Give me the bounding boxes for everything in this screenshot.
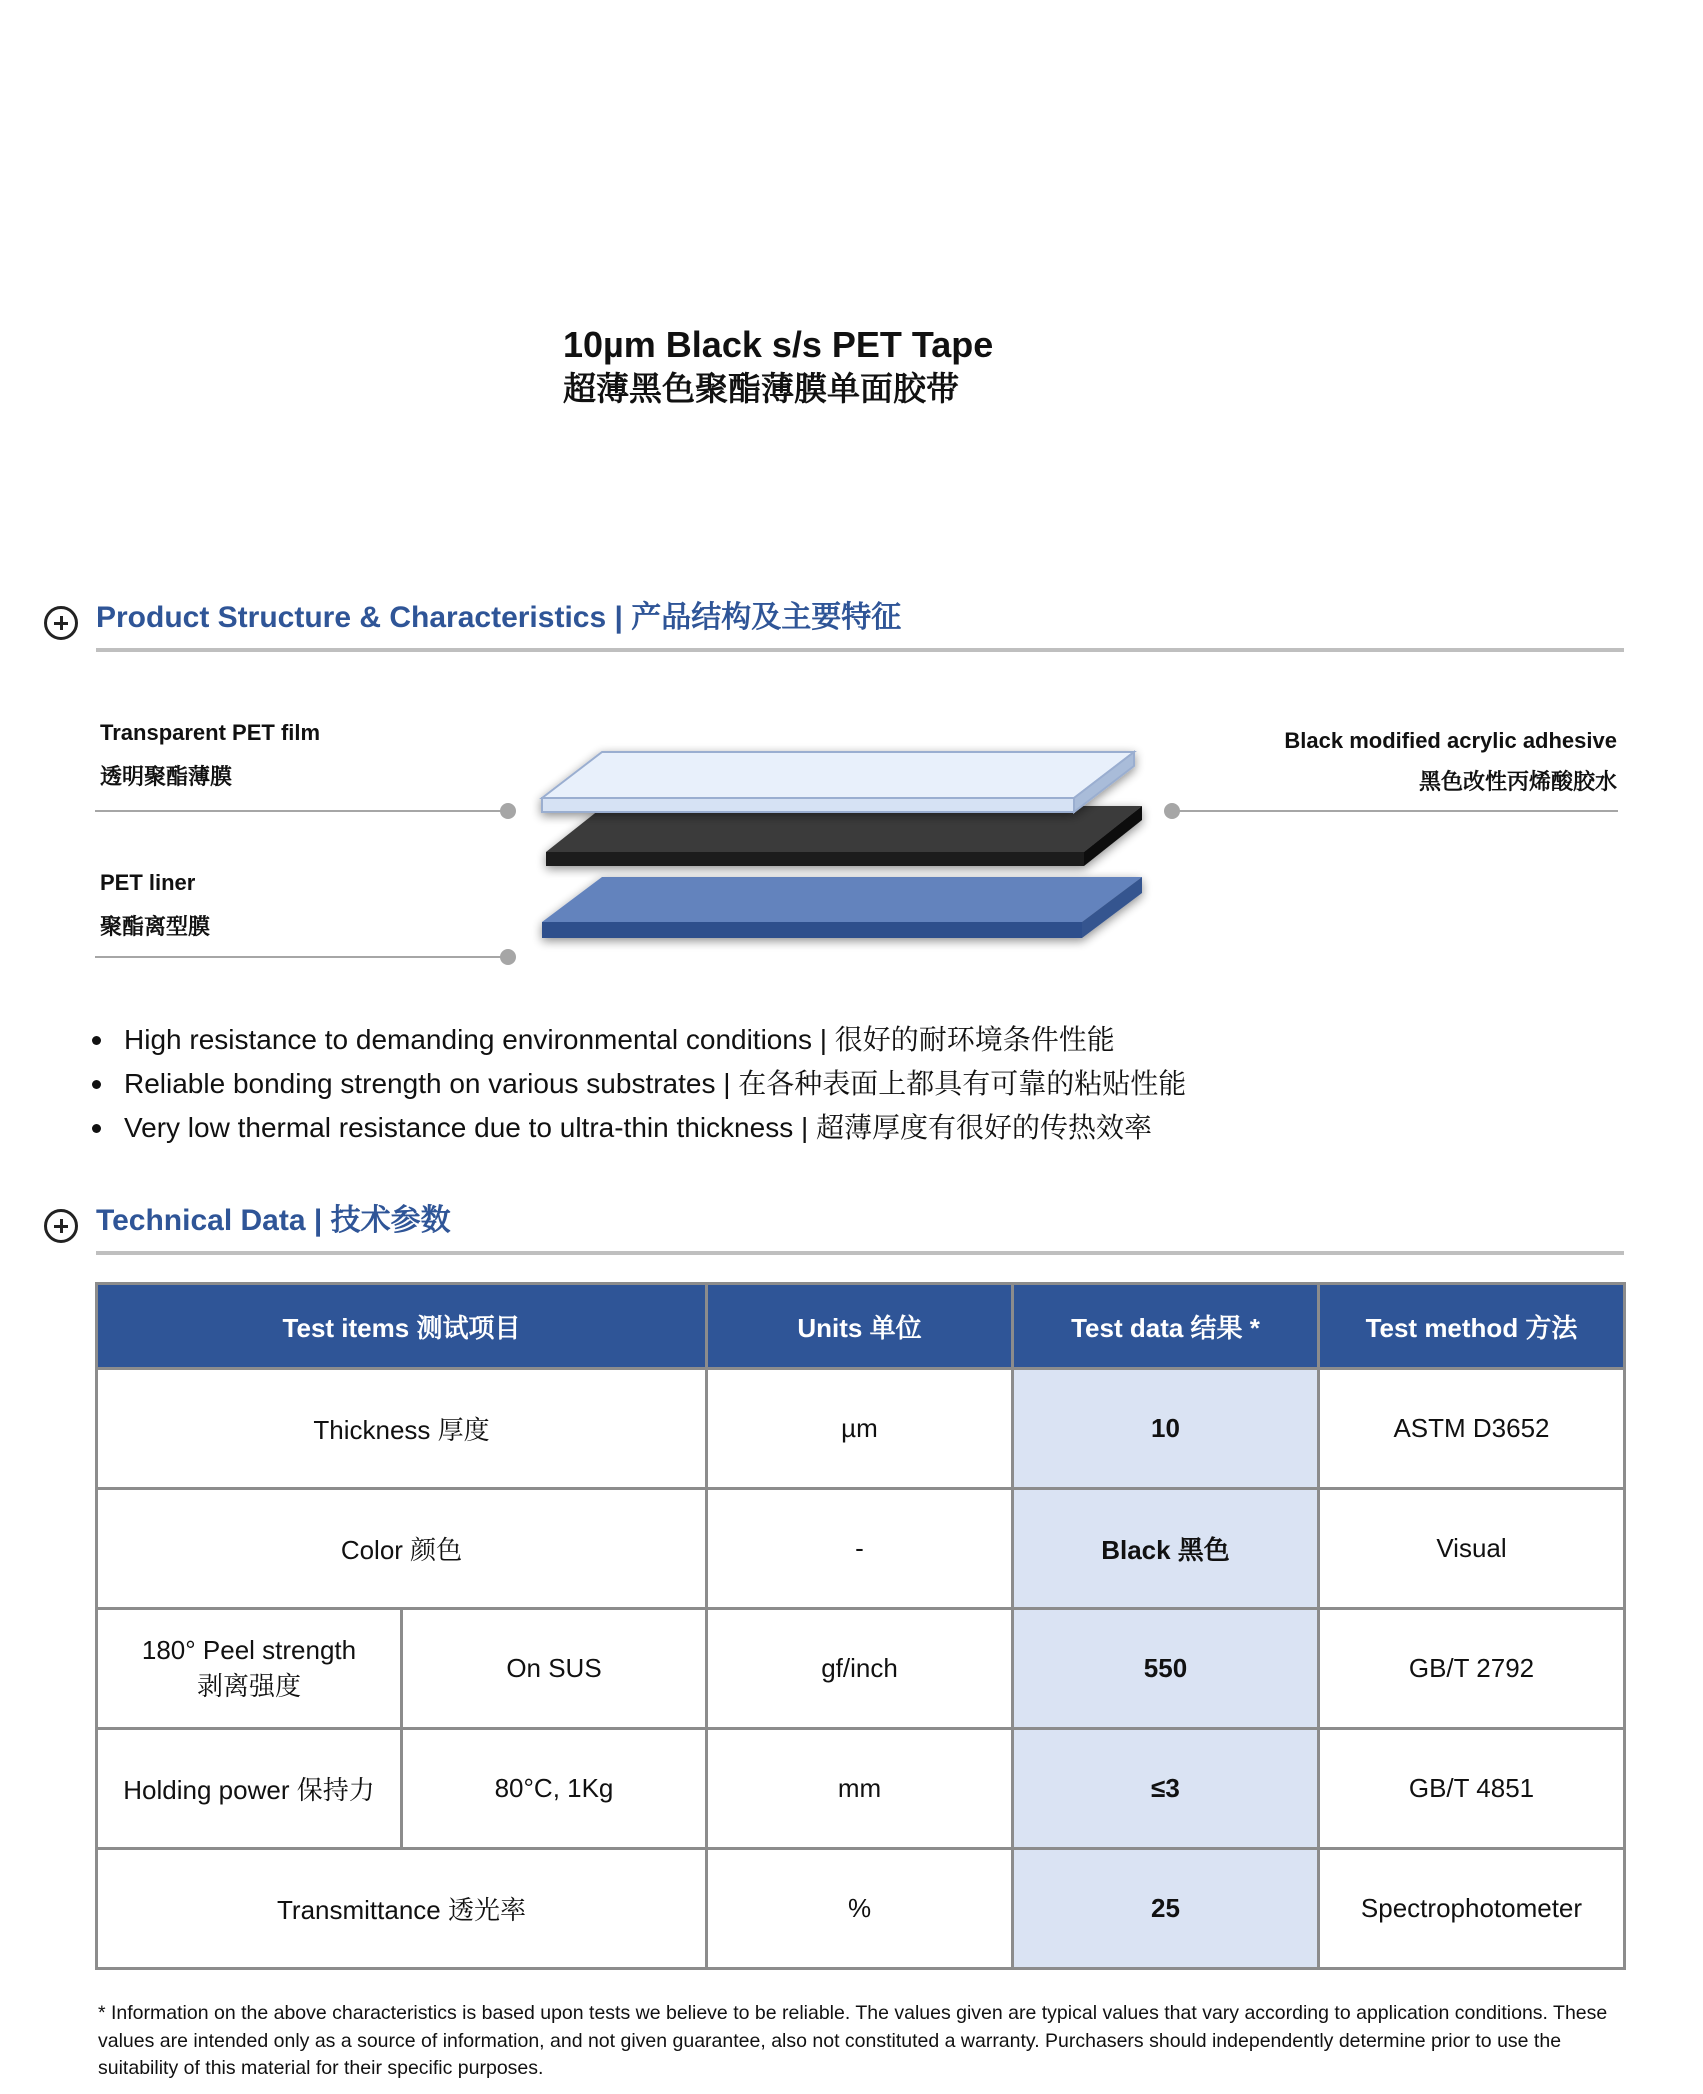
- liner-layer: [542, 877, 1142, 938]
- col-header-method: Test method 方法: [1319, 1284, 1625, 1369]
- plus-circle-icon: [44, 1209, 78, 1243]
- table-header-row: [97, 1284, 1625, 1369]
- transmittance-value: 25: [1013, 1849, 1319, 1969]
- tech-section-title: Technical Data | 技术参数: [96, 1204, 451, 1237]
- transmittance-unit: %: [707, 1849, 1013, 1969]
- peel-unit: gf/inch: [707, 1609, 1013, 1729]
- disclaimer-footnote: * Information on the above characteristics is based upon tests we believe to be reliable. The values given are typical values that vary according to application conditions. These values are intended only as a source of information, and not given guarantee, also not constituted a warranty. Purchasers should independently determine prior to use the suitability of this material for their specific purposes.: [98, 2002, 1608, 2079]
- peel-value: 550: [1013, 1609, 1319, 1729]
- bullet-dot: [92, 1036, 101, 1045]
- list-item: Very low thermal resistance due to ultra-thin thickness | 超薄厚度有很好的传热效率: [90, 1106, 1186, 1150]
- adhesive-layer: [546, 806, 1142, 866]
- adhesive-label-en: Black modified acrylic adhesive: [1284, 728, 1617, 753]
- thickness-value: 10: [1013, 1369, 1319, 1489]
- technical-data-table: [95, 1282, 1626, 1970]
- table-row: [97, 1609, 1625, 1729]
- thickness-method: ASTM D3652: [1319, 1369, 1625, 1489]
- bullet-dot: [92, 1080, 101, 1089]
- structure-section-title: Product Structure & Characteristics | 产品结构及主要特征: [96, 601, 902, 634]
- peel-item-zh: 剥离强度: [196, 1670, 301, 1701]
- film-label-zh: 透明聚酯薄膜: [100, 764, 233, 789]
- col-header-data: Test data 结果 *: [1013, 1284, 1319, 1369]
- adhesive-leader-line: [1172, 810, 1618, 812]
- holding-value: ≤3: [1013, 1729, 1319, 1849]
- color-unit: -: [707, 1489, 1013, 1609]
- table-row: [97, 1369, 1625, 1489]
- col-header-items: Test items 测试项目: [97, 1284, 707, 1369]
- liner-leader-dot: [500, 949, 516, 965]
- table-row: [97, 1849, 1625, 1969]
- liner-label-en: PET liner: [100, 870, 196, 895]
- characteristics-list: [90, 1018, 1186, 1150]
- film-leader-dot: [500, 803, 516, 819]
- transmittance-item: Transmittance 透光率: [97, 1849, 707, 1969]
- section-divider: [96, 648, 1624, 652]
- plus-circle-icon: [44, 606, 78, 640]
- peel-item-en: 180° Peel strength: [141, 1634, 357, 1665]
- holding-item: Holding power 保持力: [97, 1729, 402, 1849]
- bullet-dot: [92, 1124, 101, 1133]
- section-divider: [96, 1251, 1624, 1255]
- holding-method: GB/T 4851: [1319, 1729, 1625, 1849]
- list-item: High resistance to demanding environmental conditions | 很好的耐环境条件性能: [90, 1018, 1186, 1062]
- adhesive-label-zh: 黑色改性丙烯酸胶水: [1418, 769, 1617, 794]
- tape-structure-diagram: [0, 700, 1703, 980]
- thickness-unit: µm: [707, 1369, 1013, 1489]
- list-item: Reliable bonding strength on various substrates | 在各种表面上都具有可靠的粘贴性能: [90, 1062, 1186, 1106]
- col-header-units: Units 单位: [707, 1284, 1013, 1369]
- table-row: [97, 1729, 1625, 1849]
- transmittance-method: Spectrophotometer: [1319, 1849, 1625, 1969]
- liner-label-zh: 聚酯离型膜: [100, 914, 211, 939]
- product-title: 10µm Black s/s PET Tape: [563, 324, 994, 365]
- table-row: [97, 1489, 1625, 1609]
- thickness-item: Thickness 厚度: [97, 1369, 707, 1489]
- color-item: Color 颜色: [97, 1489, 707, 1609]
- layer-stack-graphic: [520, 740, 1160, 980]
- color-method: Visual: [1319, 1489, 1625, 1609]
- color-value: Black 黑色: [1013, 1489, 1319, 1609]
- product-title-block: [563, 322, 993, 410]
- peel-method: GB/T 2792: [1319, 1609, 1625, 1729]
- product-title-zh: 超薄黑色聚酯薄膜单面胶带: [563, 370, 959, 407]
- film-label-en: Transparent PET film: [100, 720, 321, 745]
- peel-item: [97, 1609, 402, 1729]
- peel-condition: On SUS: [402, 1609, 707, 1729]
- holding-unit: mm: [707, 1729, 1013, 1849]
- liner-leader-line: [95, 956, 505, 958]
- holding-condition: 80°C, 1Kg: [402, 1729, 707, 1849]
- film-leader-line: [95, 810, 505, 812]
- film-layer: [542, 752, 1134, 812]
